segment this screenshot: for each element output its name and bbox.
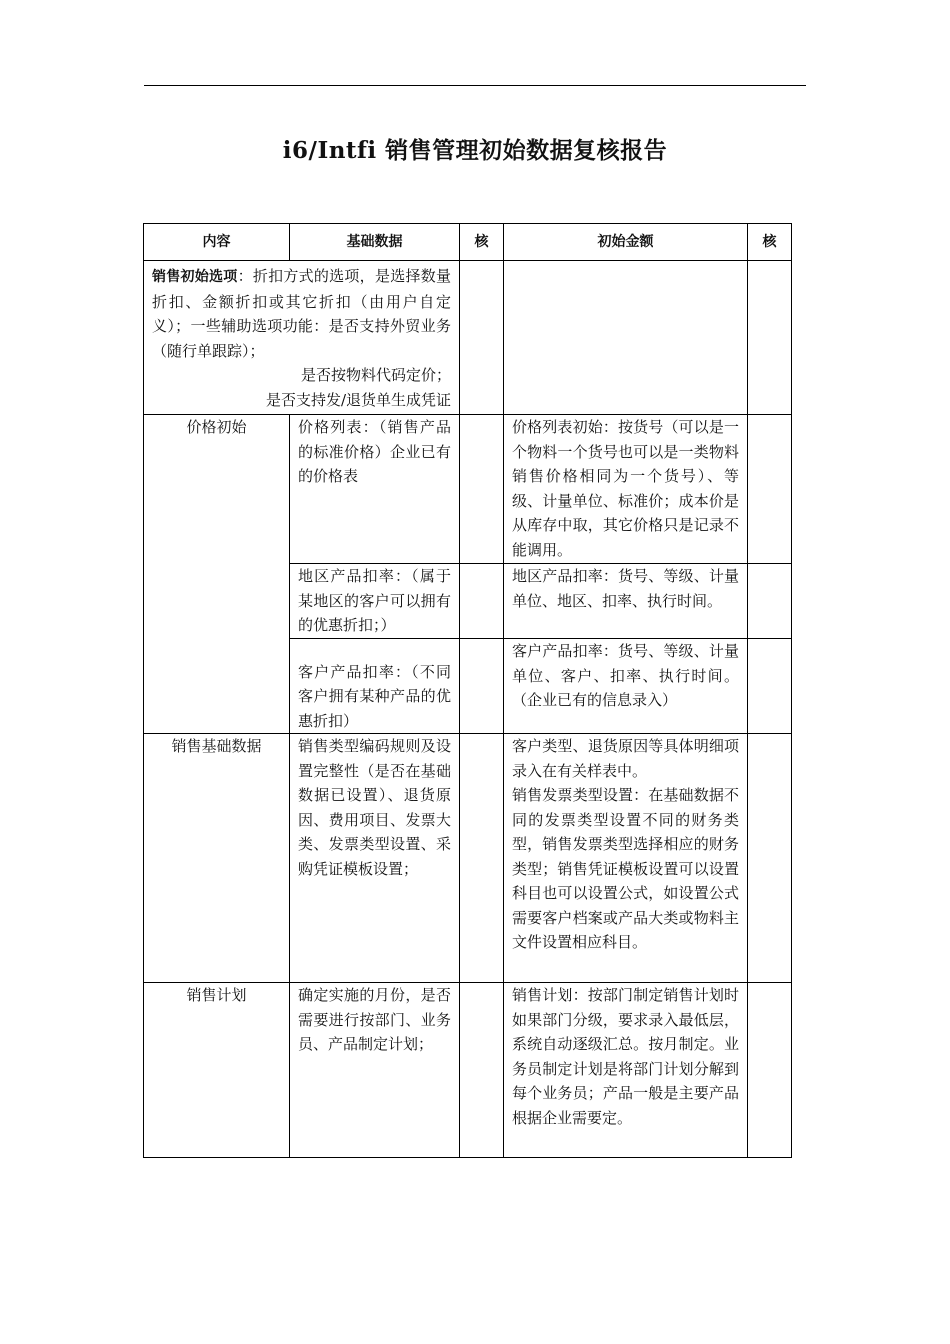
sales-options-price-by-code: 是否按物料代码定价；	[300, 366, 451, 384]
sales-basic-basic: 销售类型编码规则及设置完整性（是否在基础数据已设置）、退货原因、费用项目、发票大类、发票类型设置、采购凭证模板设置；	[290, 734, 460, 983]
region-discount-amount: 地区产品扣率：货号、等级、计量单位、地区、扣率、执行时间。	[504, 564, 748, 639]
sales-basic-label: 销售基础数据	[144, 734, 290, 983]
header-check-amount: 核	[748, 224, 792, 261]
check-cell	[460, 564, 504, 639]
check-cell	[460, 734, 504, 983]
header-check-basic: 核	[460, 224, 504, 261]
check-cell	[748, 261, 792, 415]
table-row-price-list	[144, 415, 792, 564]
table-row-sales-plan	[144, 983, 792, 1158]
check-cell	[460, 983, 504, 1158]
check-cell	[460, 415, 504, 564]
price-init-label: 价格初始	[144, 415, 290, 734]
header-rule	[144, 85, 806, 86]
header-basic-data: 基础数据	[290, 224, 460, 261]
sales-plan-basic: 确定实施的月份，是否需要进行按部门、业务员、产品制定计划；	[290, 983, 460, 1158]
header-content: 内容	[144, 224, 290, 261]
sales-basic-amount-1: 客户类型、退货原因等具体明细项录入在有关样表中。	[512, 737, 739, 780]
table-row-sales-basic	[144, 734, 792, 983]
customer-discount-amount: 客户产品扣率：货号、等级、计量单位、客户、扣率、执行时间。（企业已有的信息录入）	[504, 639, 748, 734]
check-cell	[748, 415, 792, 564]
sales-plan-label: 销售计划	[144, 983, 290, 1158]
customer-discount-basic: 客户产品扣率：（不同客户拥有某种产品的优惠折扣）	[290, 639, 460, 734]
amount-cell-empty	[504, 261, 748, 415]
sales-basic-amount-2: 销售发票类型设置：在基础数据不同的发票类型设置不同的财务类型，销售发票类型选择相应的财务类型；销售凭证模板设置可以设置科目也可以设置公式，如设置公式需要客户档案或产品大类或物料主文件设置相应科目。	[512, 786, 739, 951]
review-table	[143, 223, 792, 1158]
price-list-amount: 价格列表初始：按货号（可以是一个物料一个货号也可以是一类物料销售价格相同为一个货号）、等级、计量单位、标准价；成本价是从库存中取，其它价格只是记录不能调用。	[504, 415, 748, 564]
check-cell	[748, 639, 792, 734]
table-row-sales-options	[144, 261, 792, 415]
check-cell	[748, 564, 792, 639]
sales-plan-amount: 销售计划：按部门制定销售计划时如果部门分级，要求录入最低层，系统自动逐级汇总。按月制定。业务员制定计划是将部门计划分解到每个业务员；产品一般是主要产品根据企业需要定。	[504, 983, 748, 1158]
check-cell	[460, 261, 504, 415]
check-cell	[748, 983, 792, 1158]
sales-basic-amount	[504, 734, 748, 983]
sales-options-label: 销售初始选项	[152, 269, 238, 285]
sales-options-cell	[144, 261, 460, 415]
table-header-row	[144, 224, 792, 261]
check-cell	[748, 734, 792, 983]
region-discount-basic: 地区产品扣率：（属于某地区的客户可以拥有的优惠折扣；）	[290, 564, 460, 639]
sales-options-text: ：折扣方式的选项，是选择数量折扣、金额折扣或其它折扣（由用户自定义）；一些辅助选项功能：是否支持外贸业务（随行单跟踪）；	[152, 267, 451, 360]
sales-options-voucher: 是否支持发/退货单生成凭证	[265, 390, 451, 409]
check-cell	[460, 639, 504, 734]
price-list-basic: 价格列表：（销售产品的标准价格）企业已有的价格表	[290, 415, 460, 564]
document-title: i6/Intfi 销售管理初始数据复核报告	[282, 137, 668, 164]
header-initial-amount: 初始金额	[504, 224, 748, 261]
